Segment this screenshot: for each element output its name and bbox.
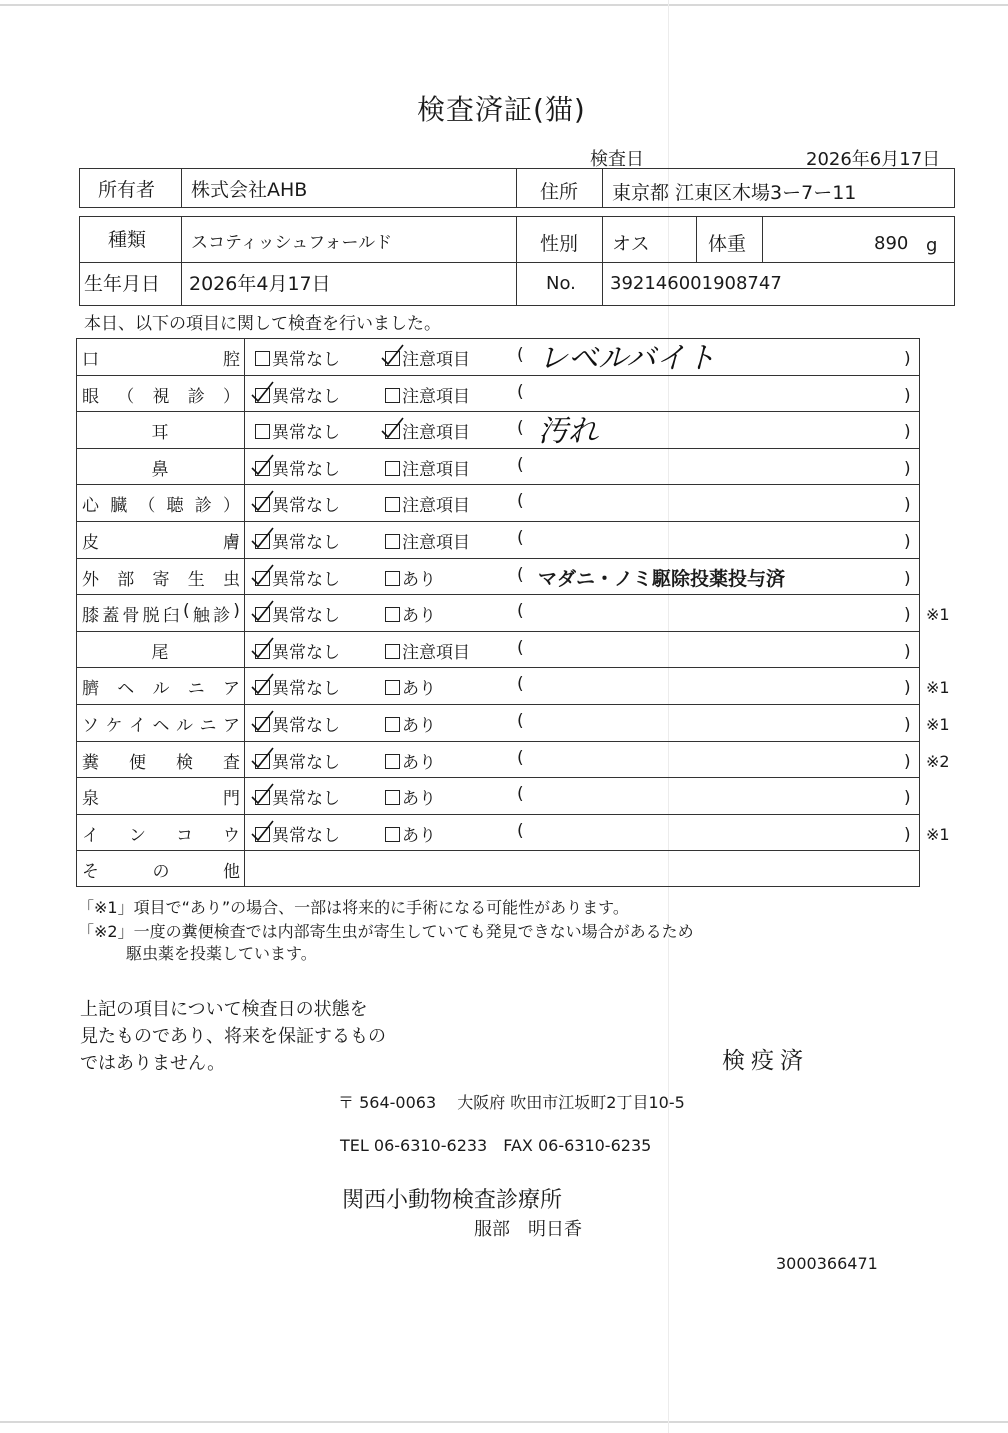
exam-item-label: 皮 膚 — [82, 533, 240, 553]
exam-note: レベルバイト — [538, 341, 716, 376]
attention-option — [385, 601, 436, 626]
note-close-paren: ) — [904, 349, 911, 369]
attention-option — [385, 638, 470, 663]
clinic-name: 関西小動物検査診療所 — [342, 1188, 563, 1213]
note-open-paren: ( — [517, 454, 524, 475]
check-mark-icon — [249, 747, 275, 771]
attention-checkbox[interactable] — [385, 717, 400, 732]
check-mark-icon — [249, 710, 275, 734]
note-close-paren: ) — [904, 422, 911, 443]
attention-checkbox[interactable] — [385, 497, 400, 512]
attention-option — [385, 674, 436, 699]
normal-option-label: 異常なし — [272, 716, 340, 736]
disclaimer-line-1: 上記の項目について検査日の状態を — [80, 999, 368, 1020]
attention-option-label: あり — [402, 716, 436, 736]
attention-option — [385, 491, 470, 516]
attention-option-label: あり — [402, 789, 436, 810]
check-mark-icon — [249, 381, 275, 405]
attention-checkbox[interactable] — [385, 790, 400, 805]
scan-edge-top — [0, 4, 1008, 6]
attention-checkbox[interactable] — [385, 461, 400, 476]
check-mark-icon — [249, 454, 275, 478]
normal-option-label: 異常なし — [272, 533, 340, 553]
normal-checkbox[interactable] — [255, 351, 270, 366]
document-number: 3000366471 — [776, 1254, 878, 1273]
attention-option — [385, 784, 436, 809]
address-label: 住所 — [540, 181, 579, 203]
normal-option — [255, 418, 340, 443]
normal-option-label: 異常なし — [272, 350, 340, 370]
certificate-title: 検査済証(猫) — [417, 93, 586, 126]
attention-checkbox[interactable] — [385, 680, 400, 695]
footnote-marker: ※1 — [926, 678, 950, 698]
attention-option — [385, 455, 470, 480]
inspection-date: 2026年6月17日 — [806, 149, 941, 170]
note-open-paren: ( — [517, 637, 524, 658]
attention-option-label: あり — [402, 679, 436, 700]
attention-option-label: 注意項目 — [402, 533, 470, 553]
exam-item-label: 膝 蓋 骨 脱 臼 ( 触 診 ) — [82, 601, 240, 627]
weight-label: 体重 — [708, 233, 747, 255]
sex-label: 性別 — [540, 233, 579, 255]
exam-item-label: 心 臓 （ 聴 診 ） — [82, 496, 240, 517]
exam-item-label: 外 部 寄 生 虫 — [82, 569, 240, 590]
normal-option-label: 異常なし — [272, 569, 340, 590]
note-open-paren: ( — [517, 491, 524, 512]
check-mark-icon — [249, 673, 275, 697]
normal-option-label: 異常なし — [272, 752, 340, 773]
disclaimer-line-3: ではありません。 — [80, 1053, 226, 1074]
attention-option-label: あり — [402, 569, 436, 590]
check-mark-icon — [379, 344, 405, 368]
normal-option-label: 異常なし — [272, 423, 340, 444]
note-close-paren: ) — [904, 495, 911, 516]
check-mark-icon — [249, 600, 275, 624]
note-close-paren: ) — [904, 788, 911, 809]
exam-item-label: ソ ケ イ ヘ ル ニ ア — [82, 716, 240, 736]
check-mark-icon — [249, 490, 275, 514]
attention-option-label: 注意項目 — [402, 386, 470, 407]
footnote-marker: ※1 — [926, 824, 950, 844]
disclaimer-line-2: 見たものであり、将来を保証するもの — [80, 1026, 386, 1047]
note-open-paren: ( — [517, 528, 524, 548]
exam-item-label: 鼻 — [151, 459, 169, 480]
note-open-paren: ( — [517, 674, 524, 695]
other-label: そ の 他 — [82, 862, 240, 883]
note-open-paren: ( — [517, 601, 524, 622]
clinic-phone-fax: TEL 06-6310-6233 FAX 06-6310-6235 — [340, 1136, 652, 1155]
normal-option-label: 異常なし — [272, 642, 340, 663]
attention-checkbox[interactable] — [385, 607, 400, 622]
quarantine-stamp: 検疫済 — [722, 1048, 809, 1074]
footnote-marker: ※1 — [926, 715, 950, 734]
note-open-paren: ( — [517, 381, 524, 402]
note-open-paren: ( — [517, 747, 524, 768]
normal-option-label: 異常なし — [272, 386, 340, 407]
normal-option-label: 異常なし — [272, 496, 340, 517]
footnote-marker: ※2 — [926, 751, 950, 771]
attention-checkbox[interactable] — [385, 827, 400, 842]
check-mark-icon — [249, 637, 275, 661]
weight-unit: g — [926, 235, 938, 256]
exam-note: 汚れ — [538, 414, 598, 450]
owner-label: 所有者 — [98, 179, 156, 201]
note-open-paren: ( — [517, 711, 524, 731]
scan-edge-bottom — [0, 1421, 1008, 1423]
breed-label: 種類 — [108, 229, 147, 251]
note-close-paren: ) — [904, 678, 911, 699]
check-mark-icon — [249, 820, 275, 844]
check-mark-icon — [249, 783, 275, 807]
note-close-paren: ) — [904, 605, 911, 626]
breed-value: スコティッシュフォールド — [191, 233, 393, 253]
footnote-2-line-2: 駆虫薬を投薬しています。 — [126, 944, 317, 963]
check-mark-icon — [249, 564, 275, 588]
normal-checkbox[interactable] — [255, 424, 270, 439]
check-mark-icon — [379, 417, 405, 441]
attention-option-label: あり — [402, 825, 436, 846]
exam-item-label: 耳 — [151, 423, 169, 444]
attention-option-label: 注意項目 — [402, 423, 470, 444]
note-close-paren: ) — [904, 532, 911, 552]
attention-checkbox[interactable] — [385, 571, 400, 586]
note-close-paren: ) — [904, 641, 911, 662]
note-close-paren: ) — [904, 715, 911, 735]
footnote-1: 「※1」項目で“あり”の場合、一部は将来的に手術になる可能性があります。 — [78, 898, 629, 917]
attention-checkbox[interactable] — [385, 644, 400, 659]
attention-checkbox[interactable] — [385, 388, 400, 403]
attention-option-label: あり — [402, 752, 436, 773]
note-close-paren: ) — [904, 568, 911, 589]
normal-option-label: 異常なし — [272, 789, 340, 810]
attention-option-label: 注意項目 — [402, 459, 470, 480]
attention-option — [385, 528, 470, 553]
exam-item-label: 泉 門 — [82, 789, 240, 810]
intro-text: 本日、以下の項目に関して検査を行いました。 — [84, 314, 441, 334]
owner-value: 株式会社AHB — [191, 179, 308, 201]
attention-option-label: 注意項目 — [402, 496, 470, 517]
exam-item-label: 尾 — [151, 642, 169, 663]
normal-option-label: 異常なし — [272, 679, 340, 700]
normal-option — [255, 345, 340, 370]
note-open-paren: ( — [517, 418, 524, 439]
attention-option — [385, 382, 470, 407]
attention-option — [385, 821, 436, 846]
sex-value: オス — [612, 233, 650, 255]
inspection-date-label: 検査日 — [590, 149, 644, 170]
normal-option-label: 異常なし — [272, 459, 340, 480]
weight-value: 890 — [874, 233, 909, 254]
birth-value: 2026年4月17日 — [189, 273, 331, 295]
veterinarian-name: 服部 明日香 — [474, 1219, 582, 1240]
attention-option — [385, 748, 436, 773]
note-open-paren: ( — [517, 564, 524, 585]
attention-checkbox[interactable] — [385, 534, 400, 549]
attention-option-label: 注意項目 — [402, 350, 470, 370]
normal-option-label: 異常なし — [272, 825, 340, 846]
check-mark-icon — [249, 527, 275, 551]
no-label: No. — [546, 273, 576, 294]
normal-option-label: 異常なし — [272, 606, 340, 627]
clinic-postal-address: 〒 564-0063 大阪府 吹田市江坂町2丁目10-5 — [338, 1093, 685, 1112]
note-close-paren: ) — [904, 458, 911, 479]
attention-checkbox[interactable] — [385, 754, 400, 769]
attention-option-label: 注意項目 — [402, 642, 470, 663]
attention-option — [385, 565, 436, 590]
footnote-marker: ※1 — [926, 605, 950, 625]
note-open-paren: ( — [517, 820, 524, 841]
attention-option-label: あり — [402, 606, 436, 627]
exam-item-label: イ ン コ ウ — [82, 825, 240, 846]
note-open-paren: ( — [517, 784, 524, 805]
footnote-2-line-1: 「※2」一度の糞便検査では内部寄生虫が寄生していても発見できない場合があるため — [78, 922, 694, 941]
exam-item-label: 臍 ヘ ル ニ ア — [82, 679, 240, 700]
exam-item-label: 糞 便 検 査 — [82, 752, 240, 773]
note-open-paren: ( — [517, 345, 524, 365]
note-close-paren: ) — [904, 751, 911, 772]
exam-item-label: 口 腔 — [82, 350, 240, 370]
no-value: 392146001908747 — [610, 273, 782, 294]
exam-item-label: 眼 （ 視 診 ） — [82, 386, 240, 407]
birth-label: 生年月日 — [84, 273, 161, 295]
note-close-paren: ) — [904, 385, 911, 406]
attention-option — [385, 711, 436, 736]
exam-note: マダニ・ノミ駆除投薬投与済 — [538, 567, 786, 590]
note-close-paren: ) — [904, 824, 911, 845]
address-value: 東京都 江東区木場3ー7ー11 — [612, 182, 857, 204]
